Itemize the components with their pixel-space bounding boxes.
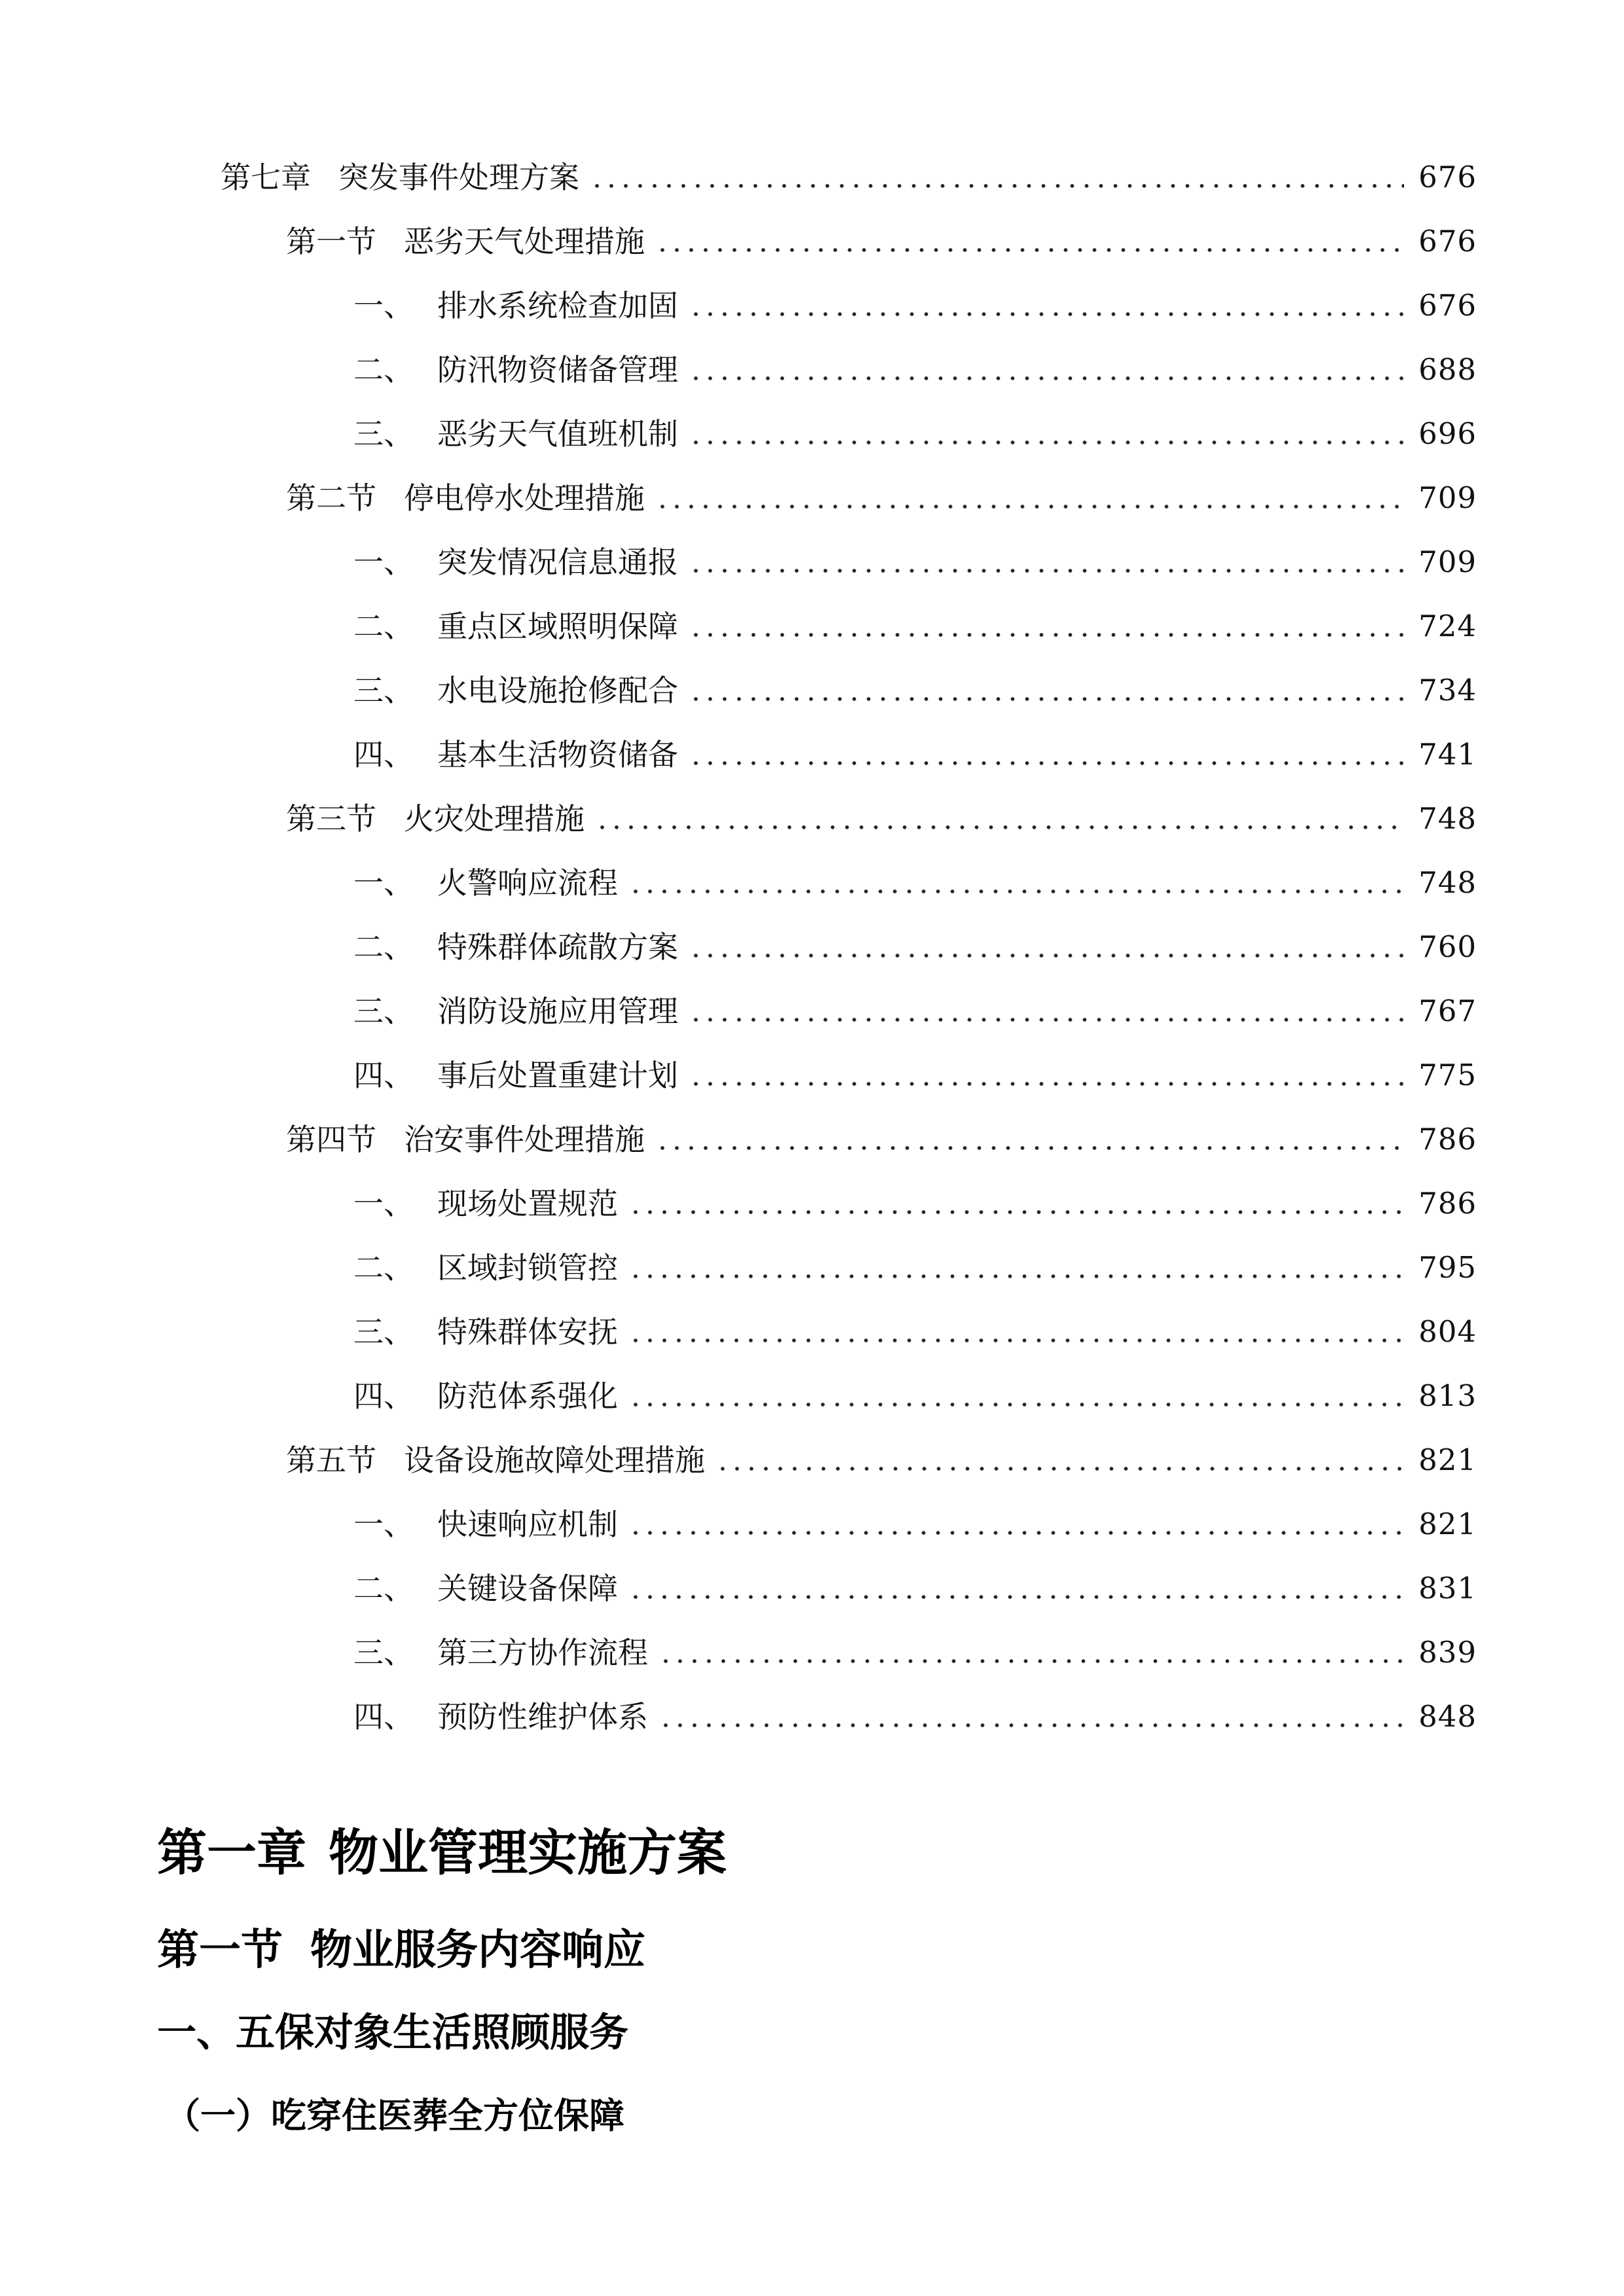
toc-entry[interactable] (286, 1107, 1477, 1172)
toc-entry-number: 第五节 (286, 1443, 376, 1478)
toc-entry-title: 水电设施抢修配合 (437, 673, 678, 708)
toc-entry-title: 预防性维护体系 (437, 1699, 648, 1734)
toc-entry-number: 第三节 (286, 801, 376, 836)
toc-entry-page: 831 (1418, 1571, 1477, 1605)
toc-entry-number: 一、 (353, 545, 414, 580)
toc-entry[interactable] (353, 658, 1477, 723)
toc-entry-page: 821 (1418, 1507, 1477, 1541)
toc-entry-title: 防范体系强化 (437, 1378, 618, 1414)
dot-leader (659, 1723, 1404, 1727)
toc-entry[interactable] (353, 1172, 1477, 1236)
toc-entry-page: 676 (1418, 160, 1477, 194)
dot-leader (628, 1531, 1404, 1535)
toc-entry-title: 特殊群体安抚 (437, 1314, 618, 1350)
dot-leader (689, 761, 1404, 765)
toc-entry-title: 特殊群体疏散方案 (437, 929, 678, 965)
toc-entry-title: 停电停水处理措施 (404, 480, 645, 516)
toc-entry-page: 786 (1418, 1122, 1477, 1157)
toc-entry-number: 二、 (353, 929, 414, 965)
toc-entry-title: 消防设施应用管理 (437, 994, 678, 1029)
dot-leader (689, 312, 1404, 316)
toc-entry-page: 821 (1418, 1443, 1477, 1477)
toc-entry[interactable] (353, 1492, 1477, 1556)
dot-leader (659, 1659, 1404, 1663)
toc-entry[interactable] (353, 1236, 1477, 1300)
toc-entry[interactable] (353, 402, 1477, 466)
dot-leader (595, 825, 1404, 829)
toc-entry-page: 709 (1418, 480, 1477, 515)
toc-entry-number: 三、 (353, 416, 414, 452)
toc-entry-page: 696 (1418, 416, 1477, 451)
dot-leader (689, 954, 1404, 958)
dot-leader (689, 440, 1404, 444)
toc-entry-number: 一、 (353, 288, 414, 323)
dot-leader (628, 1210, 1404, 1214)
toc-entry-page: 709 (1418, 545, 1477, 579)
toc-entry-page: 760 (1418, 929, 1477, 964)
chapter-heading (157, 1813, 727, 1884)
toc-entry-number: 二、 (353, 352, 414, 387)
toc-entry[interactable] (353, 338, 1477, 402)
toc-entry-page: 775 (1418, 1058, 1477, 1092)
subitem-heading: （一）吃穿住医葬全方位保障 (165, 2095, 624, 2136)
toc-entry[interactable] (353, 915, 1477, 979)
toc-entry[interactable] (286, 787, 1477, 851)
toc-entry[interactable] (353, 1556, 1477, 1621)
toc-entry-number: 三、 (353, 994, 414, 1029)
dot-leader (715, 1467, 1404, 1471)
chapter-number: 第一章 (157, 1823, 306, 1882)
toc-entry-title: 现场处置规范 (437, 1186, 618, 1221)
toc-entry-page: 741 (1418, 737, 1477, 772)
dot-leader (590, 184, 1404, 188)
toc-entry[interactable] (353, 1621, 1477, 1685)
toc-entry-title: 区域封锁管控 (437, 1250, 618, 1285)
toc-entry[interactable] (353, 1364, 1477, 1428)
toc-entry-title: 火灾处理措施 (404, 801, 585, 836)
dot-leader (655, 248, 1404, 252)
toc-entry-number: 第七章 (221, 160, 311, 195)
toc-entry-title: 排水系统检查加固 (437, 288, 678, 323)
chapter-title: 物业管理实施方案 (329, 1823, 727, 1882)
toc-entry-page: 724 (1418, 609, 1477, 643)
section-number: 第一节 (157, 1926, 283, 1975)
toc-entry-title: 基本生活物资储备 (437, 737, 678, 772)
toc-entry-number: 三、 (353, 673, 414, 708)
dot-leader (689, 376, 1404, 380)
toc-entry-page: 767 (1418, 994, 1477, 1028)
dot-leader (689, 697, 1404, 701)
dot-leader (628, 1338, 1404, 1342)
toc-entry[interactable] (286, 209, 1477, 274)
toc-entry-number: 二、 (353, 1250, 414, 1285)
toc-entry-title: 关键设备保障 (437, 1571, 618, 1606)
toc-entry-number: 四、 (353, 1378, 414, 1414)
toc-entry[interactable] (353, 1043, 1477, 1107)
toc-entry-page: 748 (1418, 865, 1477, 900)
toc-entry-page: 848 (1418, 1699, 1477, 1734)
toc-entry-title: 设备设施故障处理措施 (404, 1443, 705, 1478)
toc-entry-title: 治安事件处理措施 (404, 1122, 645, 1157)
toc-entry-number: 一、 (353, 865, 414, 901)
toc-entry[interactable] (221, 145, 1477, 209)
toc-entry[interactable] (353, 530, 1477, 594)
item-heading: 一、五保对象生活照顾服务 (157, 2010, 628, 2056)
toc-entry-page: 839 (1418, 1635, 1477, 1670)
dot-leader (655, 505, 1404, 509)
toc-entry-number: 四、 (353, 737, 414, 772)
toc-entry-number: 二、 (353, 1571, 414, 1606)
toc-entry-title: 恶劣天气值班机制 (437, 416, 678, 452)
dot-leader (689, 1082, 1404, 1086)
dot-leader (628, 1274, 1404, 1278)
toc-entry-number: 第四节 (286, 1122, 376, 1157)
toc-entry-page: 813 (1418, 1378, 1477, 1413)
toc-entry-number: 四、 (353, 1058, 414, 1093)
toc-entry-number: 三、 (353, 1314, 414, 1350)
dot-leader (689, 633, 1404, 637)
toc-entry-number: 第一节 (286, 224, 376, 259)
dot-leader (628, 1595, 1404, 1599)
toc-entry-number: 四、 (353, 1699, 414, 1734)
toc-entry-title: 恶劣天气处理措施 (404, 224, 645, 259)
toc-entry-title: 事后处置重建计划 (437, 1058, 678, 1093)
toc-entry-title: 突发情况信息通报 (437, 545, 678, 580)
toc-entry-title: 突发事件处理方案 (338, 160, 579, 195)
toc-entry[interactable] (353, 851, 1477, 915)
toc-entry[interactable] (353, 1300, 1477, 1364)
toc-entry-title: 火警响应流程 (437, 865, 618, 901)
toc-entry-page: 748 (1418, 801, 1477, 836)
toc-entry[interactable] (353, 979, 1477, 1043)
toc-entry-title: 防汛物资储备管理 (437, 352, 678, 387)
toc-entry[interactable] (353, 594, 1477, 658)
toc-entry[interactable] (286, 1428, 1477, 1492)
toc-entry-title: 第三方协作流程 (437, 1635, 648, 1670)
toc-entry-page: 676 (1418, 288, 1477, 323)
dot-leader (628, 1403, 1404, 1407)
dot-leader (655, 1146, 1404, 1150)
toc-entry-number: 一、 (353, 1507, 414, 1542)
toc-entry-number: 二、 (353, 609, 414, 644)
toc-entry-page: 676 (1418, 224, 1477, 259)
section-heading (157, 1916, 645, 1977)
section-title: 物业服务内容响应 (310, 1926, 645, 1975)
toc-entry-number: 一、 (353, 1186, 414, 1221)
toc-entry[interactable] (353, 274, 1477, 338)
dot-leader (689, 1018, 1404, 1022)
toc-entry-page: 795 (1418, 1250, 1477, 1285)
dot-leader (689, 569, 1404, 573)
toc-entry-title: 重点区域照明保障 (437, 609, 678, 644)
toc-entry-page: 734 (1418, 673, 1477, 708)
toc-entry[interactable] (286, 466, 1477, 530)
toc-entry-page: 786 (1418, 1186, 1477, 1221)
toc-entry-number: 第二节 (286, 480, 376, 516)
toc-entry[interactable] (353, 723, 1477, 787)
dot-leader (628, 889, 1404, 893)
toc-entry-page: 688 (1418, 352, 1477, 387)
toc-entry-title: 快速响应机制 (437, 1507, 618, 1542)
toc-entry-page: 804 (1418, 1314, 1477, 1349)
toc-entry[interactable] (353, 1685, 1477, 1749)
toc-entry-number: 三、 (353, 1635, 414, 1670)
